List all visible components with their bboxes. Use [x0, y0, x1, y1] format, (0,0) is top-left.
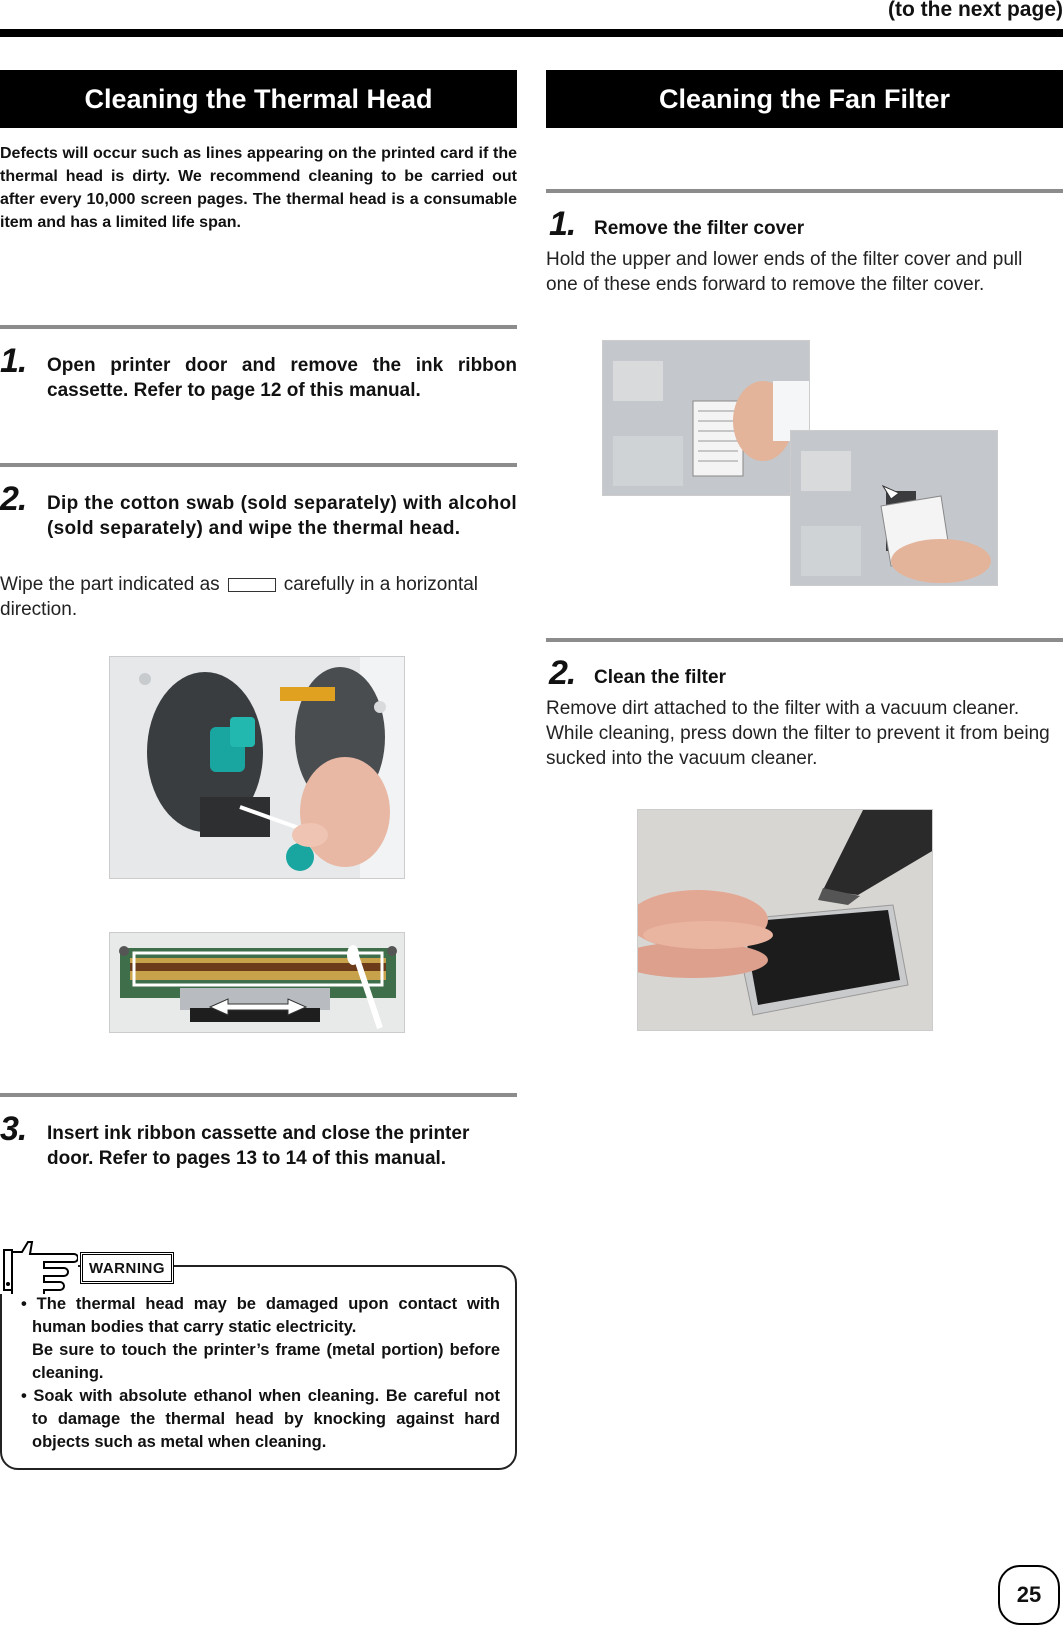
- step-number: 2.: [549, 654, 576, 692]
- step-body: [0, 572, 517, 622]
- photo-vacuum-filter: [637, 809, 933, 1031]
- page-number: 25: [998, 1565, 1060, 1625]
- divider: [546, 189, 1063, 193]
- top-rule: [0, 29, 1063, 37]
- warning-text: [18, 1293, 500, 1454]
- section-title-thermal-head: Cleaning the Thermal Head: [0, 70, 517, 128]
- next-page-label: (to the next page): [887, 0, 1063, 21]
- filter-cover-illustration-1: [603, 341, 810, 496]
- step-title: Remove the filter cover: [594, 218, 805, 239]
- warning-item: • The thermal head may be damaged upon contact with human bodies that carry static electricity.: [21, 1295, 500, 1336]
- step-title: Clean the filter: [594, 667, 726, 688]
- body-after: carefully in a horizontal direction.: [0, 574, 479, 620]
- step-body: Remove dirt attached to the filter with a vacuum cleaner. While cleaning, press down the filter to prevent it from being sucked into the vacuum cleaner.: [546, 698, 1050, 769]
- warning-item: • Soak with absolute ethanol when cleaning. Be careful not to damage the thermal head by knocking against hard objects such as metal when cleaning.: [21, 1387, 500, 1451]
- intro-text: Defects will occur such as lines appearing on the printed card if the thermal head is dirty. We recommend cleaning to be carried out after every 10,000 screen pages. The thermal head is a consumable item and has a limited life span.: [0, 145, 517, 231]
- step-number: 2.: [0, 480, 27, 518]
- divider: [546, 638, 1063, 642]
- thermal-head-illustration: [110, 933, 405, 1033]
- pointing-hand-icon: [0, 1238, 78, 1294]
- warning-label: WARNING: [80, 1252, 174, 1284]
- step-number: 1.: [549, 205, 576, 243]
- swab-cleaning-illustration: [110, 657, 405, 879]
- section-title-fan-filter: Cleaning the Fan Filter: [546, 70, 1063, 128]
- indicator-box-icon: [228, 578, 276, 592]
- vacuum-filter-illustration: [638, 810, 933, 1031]
- photo-filter-cover-1: [602, 340, 810, 496]
- photo-swab-cleaning: [109, 656, 405, 879]
- divider: [0, 463, 517, 467]
- photo-filter-cover-2: [790, 430, 998, 586]
- step-title: Insert ink ribbon cassette and close the printer door. Refer to pages 13 to 14 of this manual.: [47, 1123, 470, 1169]
- step-number: 1.: [0, 342, 27, 380]
- divider: [0, 325, 517, 329]
- filter-cover-illustration-2: [791, 431, 998, 586]
- step-number: 3.: [0, 1110, 27, 1148]
- step-title: Open printer door and remove the ink ribbon cassette. Refer to page 12 of this manual.: [47, 355, 517, 401]
- divider: [0, 1093, 517, 1097]
- photo-thermal-head: [109, 932, 405, 1033]
- step-title: Dip the cotton swab (sold separately) with alcohol (sold separately) and wipe the thermal head.: [47, 493, 517, 539]
- body-before: Wipe the part indicated as: [0, 574, 220, 595]
- step-body: Hold the upper and lower ends of the filter cover and pull one of these ends forward to remove the filter cover.: [546, 249, 1023, 295]
- warning-item: Be sure to touch the printer’s frame (metal portion) before cleaning.: [32, 1341, 500, 1382]
